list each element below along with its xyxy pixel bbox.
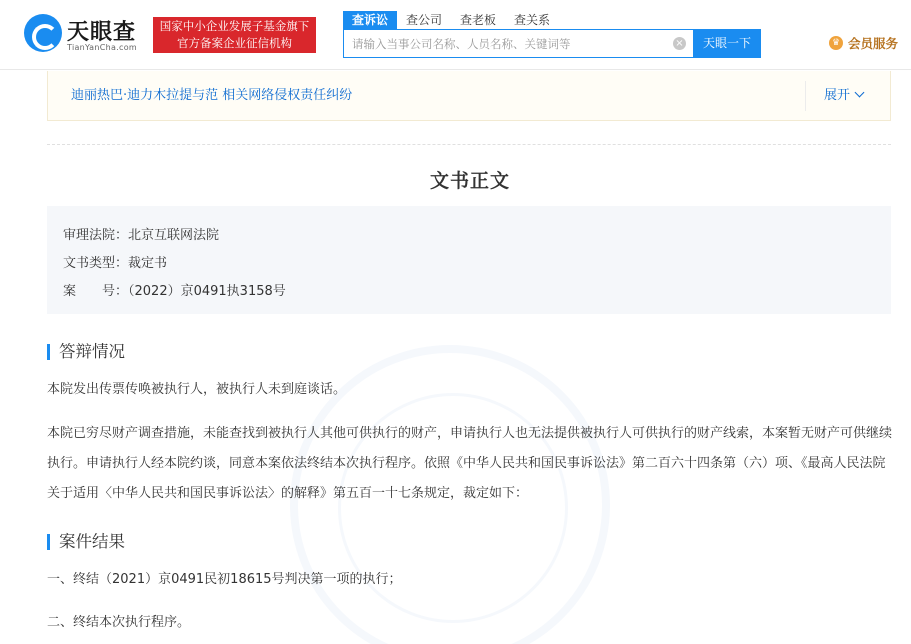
expand-button[interactable]: [824, 84, 863, 103]
search-tabs: [343, 11, 559, 30]
info-doc-type: 文书类型：裁定书: [63, 256, 168, 271]
logo-text: 天眼查: [67, 20, 137, 45]
tab-company[interactable]: 查公司: [406, 13, 443, 27]
logo-subtext: TianYanCha.com: [67, 43, 137, 52]
expand-label: 展开: [824, 88, 851, 103]
badge-line-2: 官方备案企业征信机构: [177, 36, 292, 50]
paragraph: 本院发出传票传唤被执行人，被执行人未到庭谈话。: [47, 382, 347, 397]
result-item: 一、终结（2021）京0491民初18615号判决第一项的执行；: [47, 572, 402, 587]
chevron-down-icon: [855, 88, 865, 98]
paragraph: 本院已穷尽财产调查措施，未能查找到被执行人其他可供执行的财产，申请执行人也无法提供被执行人可供执行的财产线索，本案暂无财产可供继续执行。申请执行人经本院约谈，同意本案依法终结本次执行程序。依照《中华人民共和国民事诉讼法》第二百六十四条第（六）项、《最高人民法院关于适用〈中华人民共和国民事诉讼法〉的解释》第五百一十七条规定，裁定如下：: [47, 426, 893, 501]
search-input[interactable]: [352, 30, 672, 57]
document-title: 文书正文: [429, 170, 510, 192]
logo-icon: [24, 14, 62, 52]
document-info-box: [47, 206, 891, 314]
clear-icon[interactable]: ×: [673, 37, 686, 50]
section-title-result: 案件结果: [47, 533, 125, 551]
result-item: 二、终结本次执行程序。: [47, 615, 191, 630]
vip-service-link[interactable]: [829, 34, 898, 52]
badge-line-1: 国家中小企业发展子基金旗下: [159, 19, 310, 33]
info-court: 审理法院：北京互联网法院: [63, 228, 220, 243]
official-badge: [153, 17, 316, 53]
search-button[interactable]: 天眼一下: [693, 29, 761, 58]
vip-label: 会员服务: [848, 36, 899, 51]
info-case-number: 案 号：（2022）京0491执3158号: [63, 284, 286, 299]
tianyancha-logo[interactable]: [24, 14, 146, 58]
crown-icon: ♛: [829, 36, 843, 50]
tab-lawsuit[interactable]: 查诉讼: [343, 11, 397, 30]
dashed-divider: [47, 144, 891, 145]
related-case-box: [47, 71, 891, 121]
top-header: [0, 0, 911, 70]
search-box: [343, 29, 694, 58]
tab-boss[interactable]: 查老板: [460, 13, 497, 27]
tab-relation[interactable]: 查关系: [514, 13, 551, 27]
section-title-defense: 答辩情况: [47, 343, 125, 361]
divider: [805, 81, 806, 111]
related-case-link[interactable]: 迪丽热巴·迪力木拉提与范 相关网络侵权责任纠纷: [71, 88, 353, 103]
